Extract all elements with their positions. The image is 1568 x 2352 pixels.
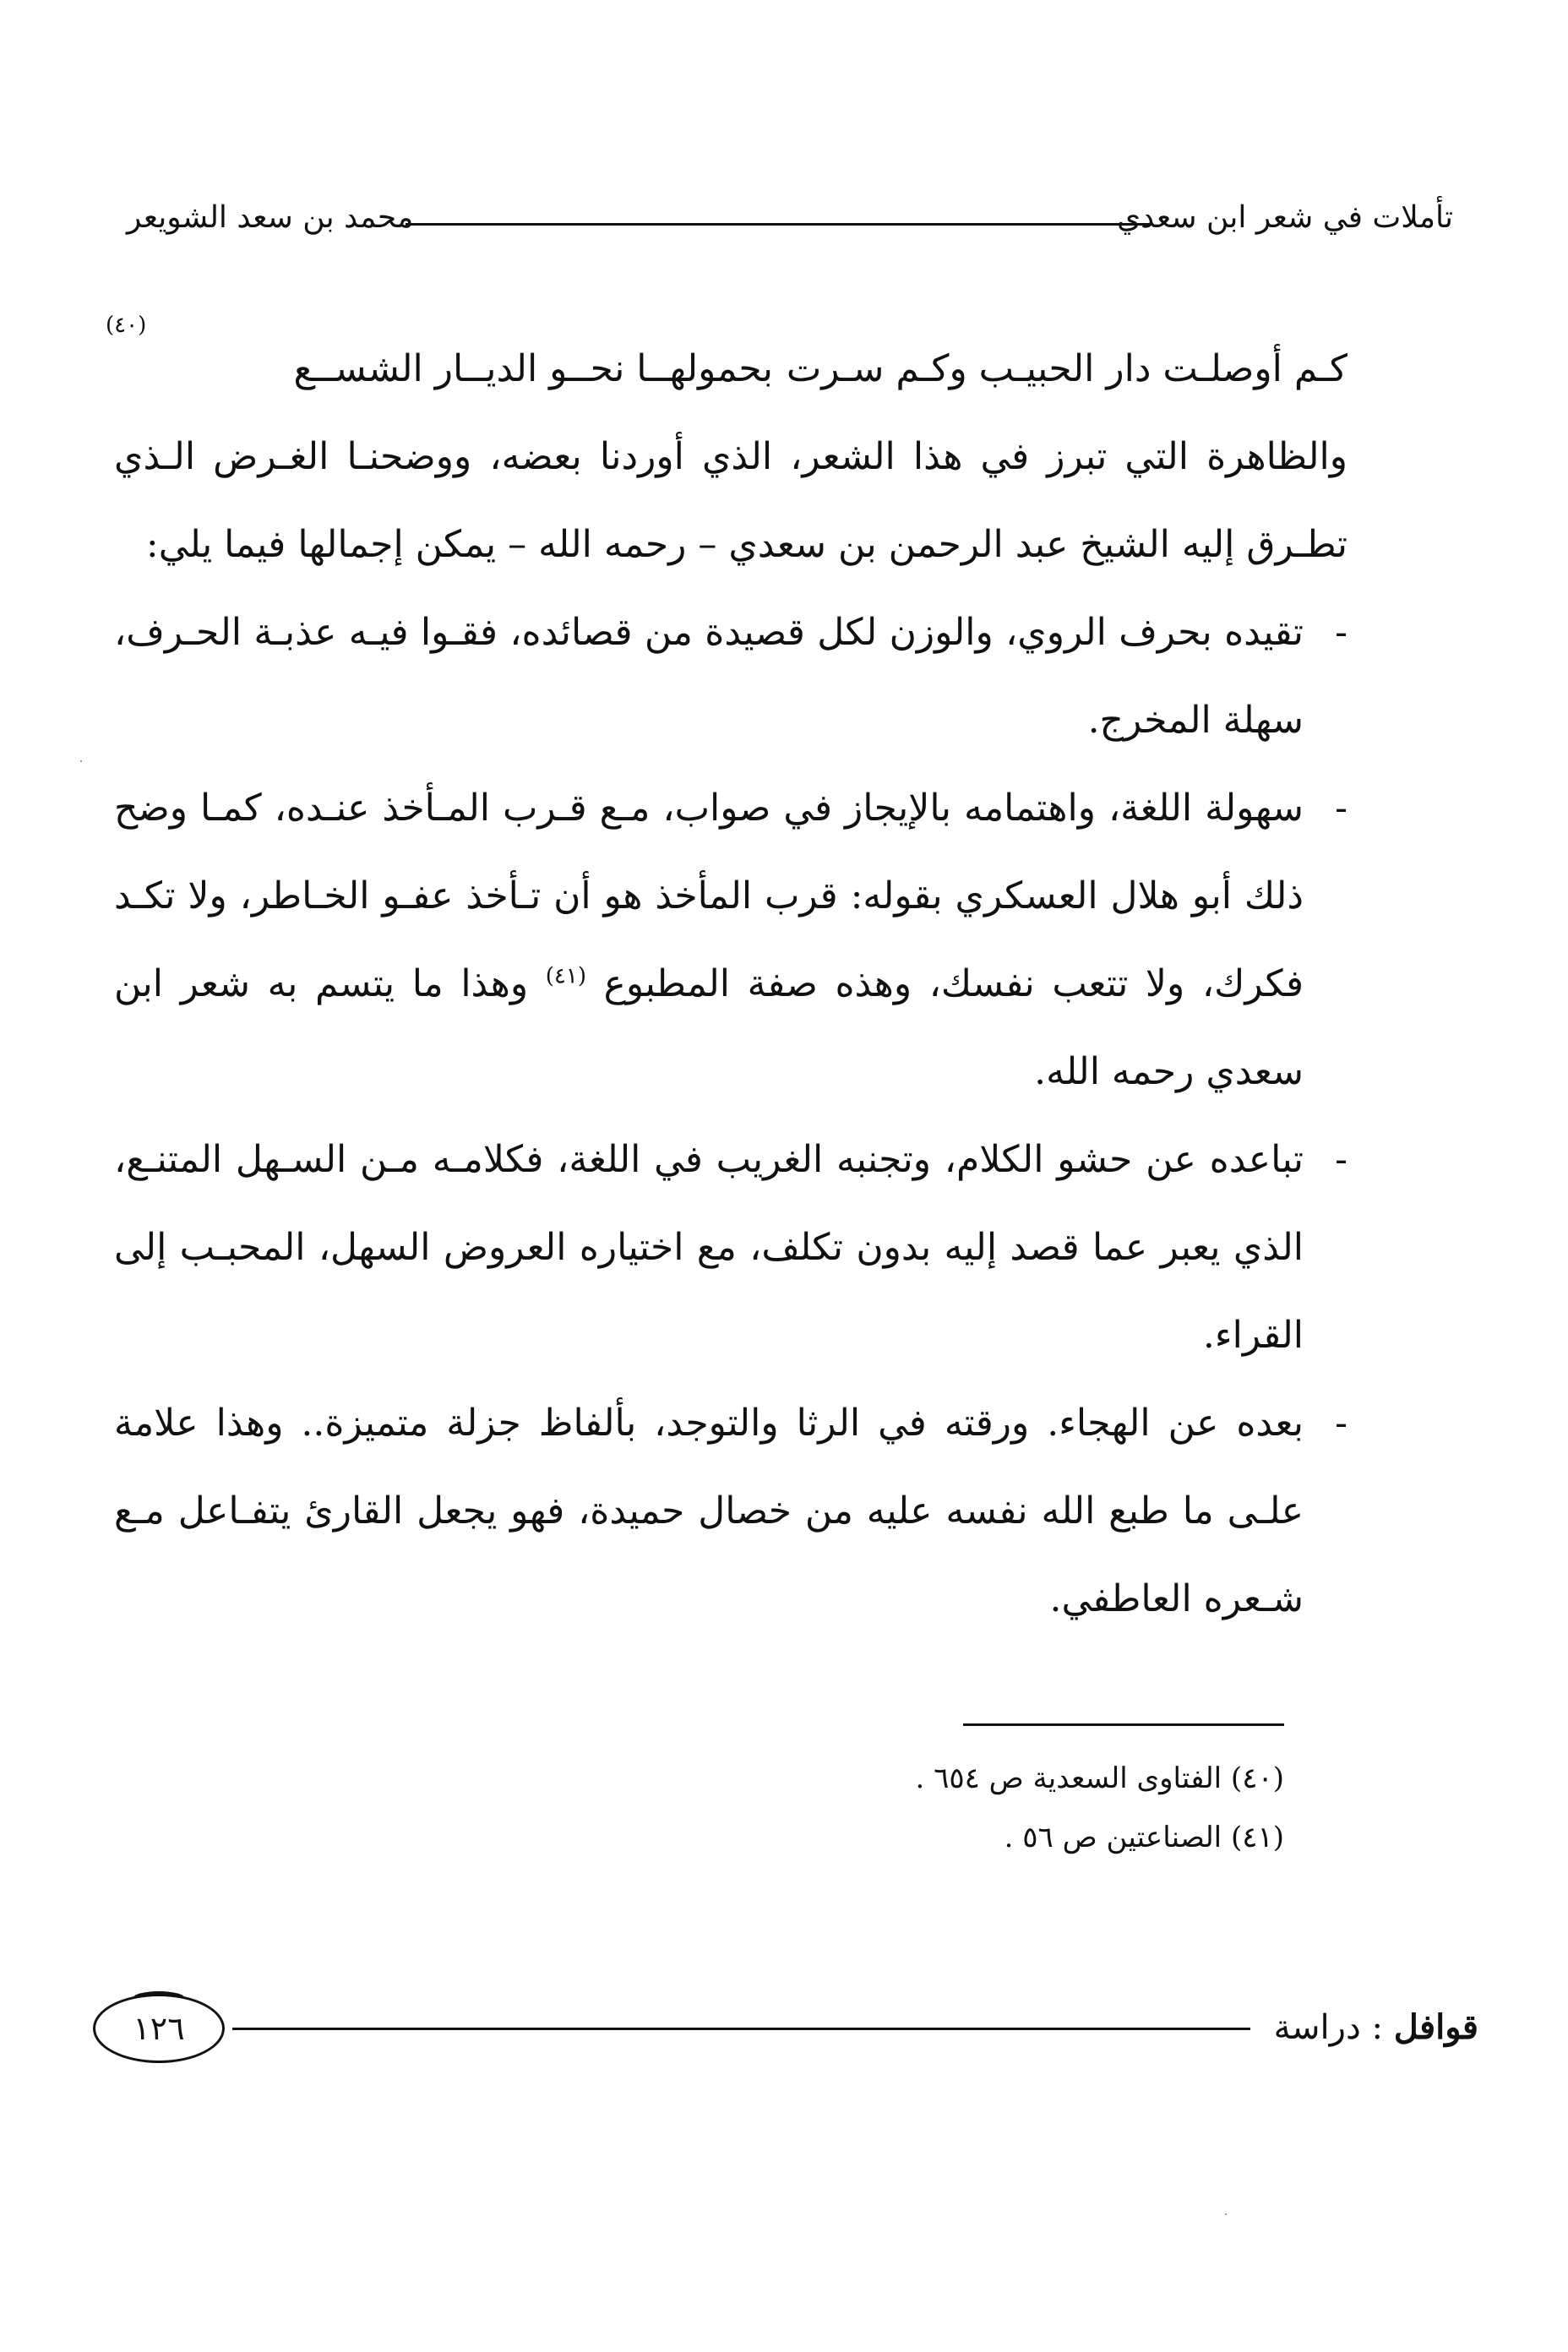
list-item-text: بعده عن الهجاء. ورقته في الرثا والتوجد، بألفاظ جزلة متميزة.. وهذا علامة علـى ما طبع الله نفسه عليه من خصال حميدة، فهو يجعل القارئ يتفـاعل مـع شـعره العاطفي. <box>114 1402 1304 1620</box>
scan-speck <box>80 760 82 762</box>
page-number: ١٢٦ <box>133 2010 185 2047</box>
book-title: تأملات في شعر ابن سعدي <box>1116 200 1453 235</box>
list-item-text: سهولة اللغة، واهتمامه بالإيجاز في صواب، مـع قـرب المـأخذ عنـده، كمـا وضح ذلك أبو هلال العسكري بقوله: قرب المأخذ هو أن تـأخذ عفـو الخـاطر، ولا تكـد فكرك، ولا تتعب نفسك، وهذه صفة المطبوع <box>114 787 1304 1005</box>
verse-first-hemistich: كـم أوصلـت دار الحبيـب وكـم سـرت <box>786 347 1348 390</box>
list-item-text: تباعده عن حشو الكلام، وتجنبه الغريب في اللغة، فكلامـه مـن السـهل المتنـع، الذي يعبر عما قصد إليه بدون تكلف، مع اختياره العروض السهل، المحبـب إلى القراء. <box>114 1138 1304 1357</box>
list-item-text: تقيده بحرف الروي، والوزن لكل قصيدة من قصائده، فقـوا فيـه عذبـة الحـرف، سهلة المخرج. <box>114 611 1304 742</box>
main-text <box>106 313 1348 1643</box>
bullet-dash: - <box>1335 1402 1348 1445</box>
scan-speck <box>1225 2213 1227 2215</box>
poem-verse <box>106 313 1348 413</box>
footer-label <box>1274 2002 1478 2053</box>
section-label: : دراسة <box>1273 2008 1383 2047</box>
header-rule <box>406 223 1153 226</box>
footnote-ref-41: (٤١) <box>545 963 586 989</box>
footnote-ref-40: (٤٠) <box>106 313 147 338</box>
footnotes <box>760 1749 1284 1867</box>
list-item <box>114 589 1348 765</box>
running-header <box>127 193 1453 243</box>
journal-name: قوافل <box>1393 2007 1478 2047</box>
footnote-separator <box>963 1723 1284 1726</box>
intro-paragraph: والظاهرة التي تبرز في هذا الشعر، الذي أوردنا بعضه، ووضحنـا الغـرض الـذي تطـرق إليه الشيخ عبد الرحمن بن سعدي – رحمه الله – يمكن إجمالها فيما يلي: <box>114 435 1348 566</box>
footer-rule <box>232 2028 1250 2030</box>
footnote-41: (٤١) الصناعتين ص ٥٦ . <box>1004 1821 1284 1854</box>
page-footer <box>93 1994 1478 2070</box>
bullet-dash: - <box>1335 611 1348 654</box>
bullet-dash: - <box>1335 787 1348 830</box>
author-name: محمد بن سعد الشويعر <box>127 200 414 235</box>
bullet-dash: - <box>1335 1138 1348 1181</box>
list-item <box>114 765 1348 1116</box>
verse-second-hemistich: بحمولهــا نحــو الديــار الشســع <box>293 347 773 390</box>
list-item <box>114 1380 1348 1643</box>
footnote-40: (٤٠) الفتاوى السعدية ص ٦٥٤ . <box>915 1761 1284 1795</box>
list-item <box>114 1116 1348 1380</box>
list-item-text: وهذا ما يتسم به شعر ابن سعدي رحمه الله. <box>114 962 1304 1093</box>
page-number-badge <box>93 1994 225 2063</box>
